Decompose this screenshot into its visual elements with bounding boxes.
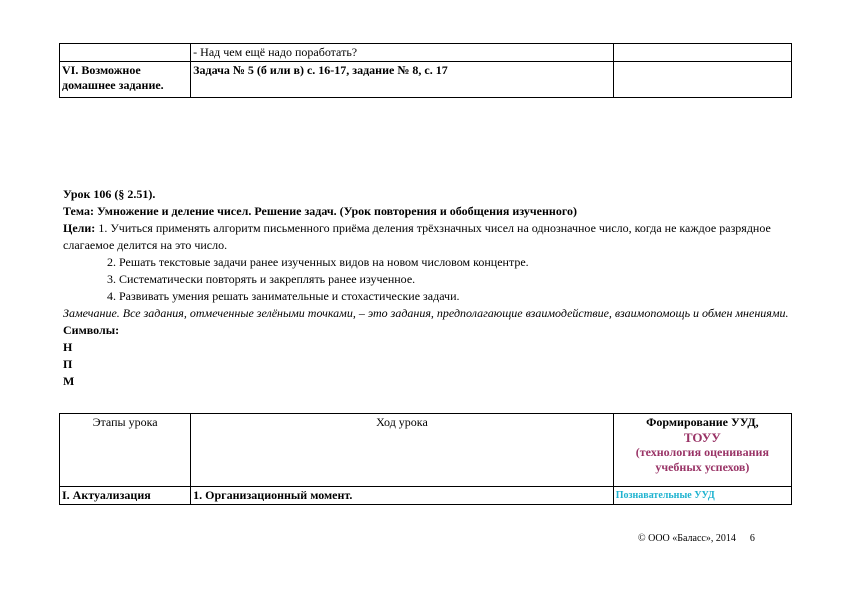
homework-stage-cell: VI. Возможное домашнее задание. <box>60 62 191 98</box>
table-row <box>60 62 792 98</box>
lesson-goal-2: 2. Решать текстовые задачи ранее изученных видов на новом числовом концентре. <box>107 255 529 269</box>
lesson-goal-1 <box>63 220 793 254</box>
lesson-table <box>59 413 792 505</box>
header-stages: Этапы урока <box>60 414 191 487</box>
homework-content-cell: Задача № 5 (б или в) с. 16-17, задание № 8, с. 17 <box>191 62 614 98</box>
theme-text: Умножение и деление чисел. Решение задач. (Урок повторения и обобщения изученного) <box>96 204 577 218</box>
touu-desc: (технология оценивания учебных успехов) <box>635 445 769 474</box>
lesson-goal-3: 3. Систематически повторять и закреплять ранее изученное. <box>107 272 416 286</box>
stage-cell: I. Актуализация <box>60 487 191 505</box>
footer <box>638 533 755 544</box>
lesson-goal-4: 4. Развивать умения решать занимательные и стохастические задачи. <box>107 289 460 303</box>
lesson-theme <box>63 203 793 220</box>
table-cell <box>60 44 191 62</box>
page-number: 6 <box>749 533 755 544</box>
copyright: © ООО «Баласс», 2014 <box>638 533 736 544</box>
table-cell <box>613 62 791 98</box>
header-uud <box>613 414 791 487</box>
uud-title: Формирование УУД, <box>646 415 759 429</box>
table-cell: - Над чем ещё надо поработать? <box>191 44 614 62</box>
content-cell: 1. Организационный момент. <box>191 487 614 505</box>
lesson-description <box>63 186 793 390</box>
symbol-n: Н <box>63 340 73 354</box>
top-table <box>59 43 792 98</box>
touu-title: ТОУУ <box>683 430 721 445</box>
symbols-label: Символы: <box>63 323 120 337</box>
header-course: Ход урока <box>191 414 614 487</box>
goal-text: 1. Учиться применять алгоритм письменного приёма деления трёхзначных чисел на однозначное число, когда не каждое разрядное слагаемое делится на это число. <box>63 221 771 252</box>
table-row <box>60 44 792 62</box>
symbol-p: П <box>63 357 73 371</box>
symbol-m: М <box>63 374 75 388</box>
table-row <box>60 487 792 505</box>
uud-cell: Познавательные УУД <box>613 487 791 505</box>
theme-label: Тема: <box>63 204 94 218</box>
table-cell <box>613 44 791 62</box>
lesson-note: Замечание. Все задания, отмеченные зелёными точками, – это задания, предполагающие взаимодействие, взаимопомощь и обмен мнениями. <box>63 306 789 320</box>
lesson-title: Урок 106 (§ 2.51). <box>63 187 156 201</box>
table-header-row <box>60 414 792 487</box>
goals-label: Цели: <box>63 221 96 235</box>
